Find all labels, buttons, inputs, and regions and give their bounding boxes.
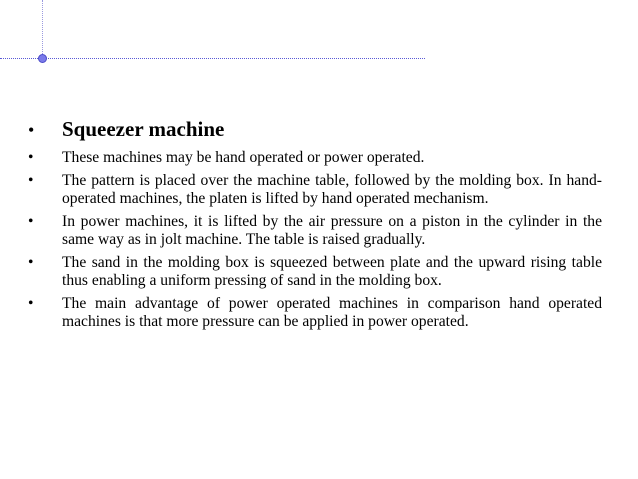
list-item	[26, 213, 602, 250]
bullet-list	[26, 149, 602, 332]
list-item-text: The main advantage of power operated machines in comparison hand operated machines is that more pressure can be applied in power operated.	[62, 294, 602, 330]
list-item	[26, 172, 602, 209]
bullet-icon: •	[28, 120, 35, 140]
list-item	[26, 149, 602, 168]
list-item	[26, 295, 602, 332]
bullet-icon: •	[28, 253, 34, 271]
list-item	[26, 254, 602, 291]
bullet-icon: •	[28, 212, 34, 230]
decorative-dot-icon	[38, 54, 47, 63]
slide-heading	[26, 116, 602, 143]
slide-heading-text: Squeezer machine	[62, 117, 225, 141]
list-item-text: The sand in the molding box is squeezed between plate and the upward rising table thus enabling a uniform pressing of sand in the molding box.	[62, 253, 602, 289]
decorative-dotted-line-left	[0, 58, 38, 59]
decorative-dotted-line-right	[48, 58, 425, 59]
list-item-text: The pattern is placed over the machine table, followed by the molding box. In hand-operated machines, the platen is lifted by hand operated mechanism.	[62, 171, 602, 207]
list-item-text: These machines may be hand operated or power operated.	[62, 149, 425, 166]
bullet-icon: •	[28, 294, 34, 312]
decorative-vertical-line	[42, 0, 43, 54]
bullet-icon: •	[28, 171, 34, 189]
slide-content	[26, 116, 602, 336]
bullet-icon: •	[28, 149, 34, 166]
list-item-text: In power machines, it is lifted by the air pressure on a piston in the cylinder in the same way as in jolt machine. The table is raised gradually.	[62, 212, 602, 248]
